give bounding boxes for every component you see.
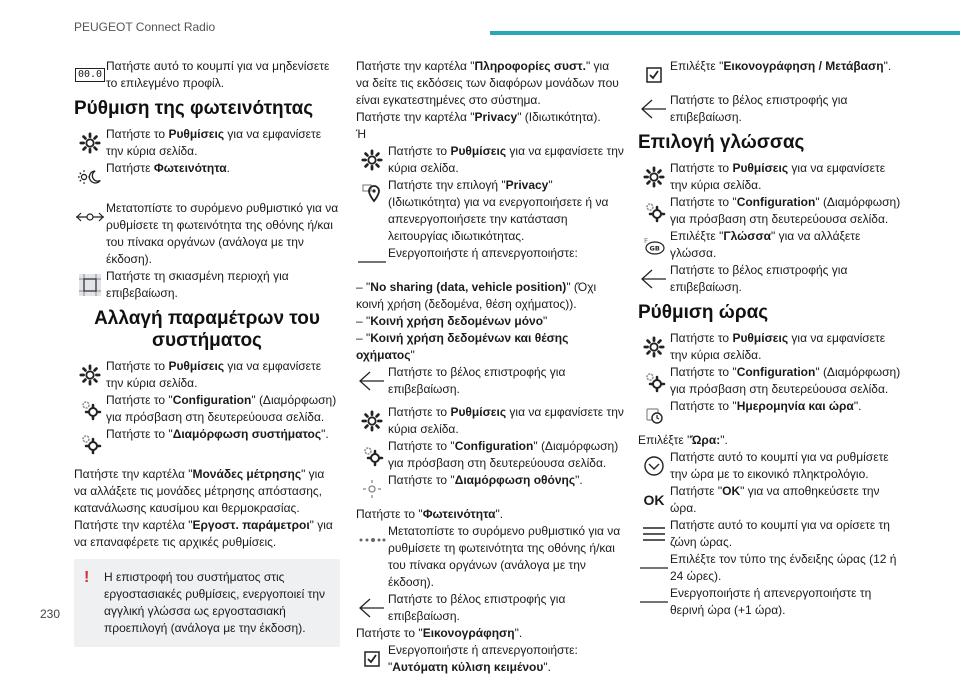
step-configuration <box>638 194 904 228</box>
configuration-gears-icon <box>638 364 670 398</box>
step-language <box>638 228 904 262</box>
step-privacy <box>356 177 624 245</box>
step-auto-scroll <box>356 642 624 676</box>
step-keyboard <box>638 449 904 483</box>
paragraph-time: Επιλέξτε "Ώρα:". <box>638 433 728 447</box>
warning-note-text: Η επιστροφή του συστήματος στις εργοστασιακές ρυθμίσεις, ενεργοποιεί την αγγλική γλώσσα ως εργοστασιακή προεπιλογή (ανάλογα με την έκδοση). <box>104 570 325 635</box>
step-settings <box>74 358 340 392</box>
privacy-location-icon <box>356 177 388 211</box>
step-text: Ενεργοποιήστε ή απενεργοποιήστε τη θερινή ώρα (+1 ώρα). <box>670 586 872 617</box>
step-text: Μετατοπίστε το συρόμενο ρυθμιστικό για να ρυθμίσετε τη φωτεινότητα της οθόνης ή/και του πίνακα οργάνων (ανάλογα με την έκδοση). <box>388 524 621 589</box>
running-header: PEUGEOT Connect Radio <box>74 20 216 34</box>
heading-brightness: Ρύθμιση της φωτεινότητας <box>74 98 314 119</box>
paragraph-system-info: Πατήστε την καρτέλα "Πληροφορίες συστ." για να δείτε τις εκδόσεις των διαφόρων μονάδων που είναι εγκατεστημένες στο σύστημα. <box>356 59 619 107</box>
step-ok <box>638 483 904 517</box>
step-text: Επιλέξτε τον τύπο της ένδειξης ώρας (12 ή 24 ώρες). <box>670 552 897 583</box>
odometer-reset-icon: 00.0 <box>74 58 106 92</box>
step-text: Πατήστε αυτό το κουμπί για να ρυθμίσετε την ώρα με το εικονικό πληκτρολόγιο. <box>670 450 889 481</box>
reset-profile-row <box>74 58 340 92</box>
screen-brightness-icon <box>356 472 388 506</box>
option-data-only: – "Κοινή χρήση δεδομένων μόνο" <box>356 314 548 328</box>
step-text: Πατήστε τη σκιασμένη περιοχή για επιβεβαίωση. <box>106 269 289 300</box>
step-configuration <box>356 438 624 472</box>
configuration-gears-icon <box>74 392 106 426</box>
step-slider <box>356 523 624 591</box>
step-text: Πατήστε το Ρυθμίσεις για να εμφανίσετε την κύρια σελίδα. <box>106 359 322 390</box>
back-arrow-icon <box>638 92 670 126</box>
toggle-bar-icon <box>356 245 388 279</box>
step-text: Πατήστε το βέλος επιστροφής για επιβεβαίωση. <box>388 592 566 623</box>
step-timezone <box>638 517 904 551</box>
column-2 <box>356 58 624 676</box>
gear-icon <box>356 143 388 177</box>
step-text: Επιλέξτε "Εικονογράφηση / Μετάβαση". <box>670 59 892 73</box>
step-text: Πατήστε το Ρυθμίσεις για να εμφανίσετε την κύρια σελίδα. <box>106 127 322 158</box>
brightness-icon <box>74 160 106 194</box>
header-accent-bar <box>490 31 960 35</box>
paragraph-illustration: Πατήστε το "Εικονογράφηση". <box>356 626 523 640</box>
slider-dots-icon <box>356 523 388 557</box>
gear-icon <box>638 160 670 194</box>
step-text: Επιλέξτε "Γλώσσα" για να αλλάξετε γλώσσα. <box>670 229 861 260</box>
step-settings <box>356 404 624 438</box>
back-arrow-icon <box>638 262 670 296</box>
language-icon-bottom: GB <box>649 244 660 253</box>
step-settings <box>74 126 340 160</box>
step-text: Πατήστε "OK" για να αποθηκεύσετε την ώρα. <box>670 484 880 515</box>
page-number: 230 <box>40 607 61 621</box>
step-back <box>356 591 624 625</box>
step-text: Πατήστε το "Configuration" (Διαμόρφωση) για πρόσβαση στη δευτερεύουσα σελίδα. <box>106 393 337 424</box>
column-1 <box>74 58 340 647</box>
gear-icon <box>638 330 670 364</box>
step-time-format <box>638 551 904 585</box>
language-icon-top: F <box>644 237 649 245</box>
step-text: Πατήστε το Ρυθμίσεις για να εμφανίσετε την κύρια σελίδα. <box>670 161 886 192</box>
paragraph-or: Ή <box>356 127 367 141</box>
gear-icon <box>74 126 106 160</box>
step-text: Πατήστε την επιλογή "Privacy" (Ιδιωτικότητα) για να ενεργοποιήσετε ή να απενεργοποιήσετε την κατάσταση λειτουργίας ιδιωτικότητας. <box>388 178 609 243</box>
toggle-bar-icon <box>638 551 670 585</box>
warning-icon: ! <box>84 569 90 586</box>
option-data-and-position: – "Κοινή χρήση δεδομένων και θέσης οχήματος" <box>356 331 569 362</box>
paragraph-privacy-tab: Πατήστε την καρτέλα "Privacy" (Ιδιωτικότητα). <box>356 110 601 124</box>
step-text: Πατήστε Φωτεινότητα. <box>106 161 230 175</box>
step-text: Πατήστε το "Configuration" (Διαμόρφωση) για πρόσβαση στη δευτερεύουσα σελίδα. <box>670 195 901 226</box>
checkbox-icon <box>356 642 388 676</box>
toggle-bar-icon <box>638 585 670 619</box>
step-illustration-transition <box>638 58 904 92</box>
step-back <box>638 262 904 296</box>
step-settings <box>356 143 624 177</box>
step-system-config <box>74 426 340 460</box>
shaded-area-icon <box>74 268 106 302</box>
step-text: Πατήστε το "Διαμόρφωση συστήματος". <box>106 427 329 441</box>
step-dst <box>638 585 904 619</box>
step-back <box>356 364 624 398</box>
checkbox-icon <box>638 58 670 92</box>
step-text: Πατήστε το βέλος επιστροφής για επιβεβαίωση. <box>670 93 848 124</box>
step-text: Ενεργοποιήστε ή απενεργοποιήστε: "Αυτόματη κύλιση κειμένου". <box>388 643 578 674</box>
slider-icon <box>74 200 106 234</box>
gear-icon <box>74 358 106 392</box>
step-brightness <box>74 160 340 194</box>
list-icon <box>638 517 670 551</box>
configuration-gears-icon <box>74 426 106 460</box>
gear-icon <box>356 404 388 438</box>
option-no-sharing: – "No sharing (data, vehicle position)" (Όχι κοινή χρήση (δεδομένα, θέση οχήματος)). <box>356 280 597 311</box>
step-confirm <box>74 268 340 302</box>
step-toggle <box>356 245 624 279</box>
back-arrow-icon <box>356 364 388 398</box>
paragraph-brightness: Πατήστε το "Φωτεινότητα". <box>356 507 504 521</box>
step-text: Πατήστε το Ρυθμίσεις για να εμφανίσετε την κύρια σελίδα. <box>670 331 886 362</box>
step-text: Πατήστε αυτό το κουμπί για να ορίσετε τη ζώνη ώρας. <box>670 518 890 549</box>
step-text: Πατήστε το "Διαμόρφωση οθόνης". <box>388 473 583 487</box>
step-text: Πατήστε το Ρυθμίσεις για να εμφανίσετε την κύρια σελίδα. <box>388 144 624 175</box>
column-3 <box>638 58 904 619</box>
step-settings <box>638 330 904 364</box>
step-text: Ενεργοποιήστε ή απενεργοποιήστε: <box>388 246 578 260</box>
paragraph-factory: Πατήστε την καρτέλα "Εργοστ. παράμετροι" για να επαναφέρετε τις αρχικές ρυθμίσεις. <box>74 518 333 549</box>
warning-note <box>74 559 340 647</box>
chevron-down-circle-icon <box>638 449 670 483</box>
step-text: Πατήστε το "Configuration" (Διαμόρφωση) για πρόσβαση στη δευτερεύουσα σελίδα. <box>388 439 619 470</box>
heading-system-params: Αλλαγή παραμέτρων του συστήματος <box>94 308 320 351</box>
configuration-gears-icon <box>356 438 388 472</box>
step-screen-config <box>356 472 624 506</box>
reset-profile-text: Πατήστε αυτό το κουμπί για να μηδενίσετε το επιλεγμένο προφίλ. <box>106 59 330 90</box>
heading-language: Επιλογή γλώσσας <box>638 132 805 153</box>
step-text: Πατήστε το Ρυθμίσεις για να εμφανίσετε την κύρια σελίδα. <box>388 405 624 436</box>
language-flag-icon <box>638 228 670 262</box>
step-configuration <box>638 364 904 398</box>
paragraph-units: Πατήστε την καρτέλα "Μονάδες μέτρησης" για να αλλάξετε τις μονάδες μέτρησης απόστασης, κατανάλωσης καυσίμου και θερμοκρασίας. <box>74 467 325 515</box>
step-configuration <box>74 392 340 426</box>
configuration-gears-icon <box>638 194 670 228</box>
step-back <box>638 92 904 126</box>
step-text: Πατήστε το βέλος επιστροφής για επιβεβαίωση. <box>388 365 566 396</box>
step-text: Πατήστε το βέλος επιστροφής για επιβεβαίωση. <box>670 263 848 294</box>
step-settings <box>638 160 904 194</box>
step-date-time <box>638 398 904 432</box>
step-text: Μετατοπίστε το συρόμενο ρυθμιστικό για να ρυθμίσετε τη φωτεινότητα της οθόνης ή/και του πίνακα οργάνων (ανάλογα με την έκδοση). <box>106 201 339 266</box>
ok-icon: OK <box>643 492 665 508</box>
step-text: Πατήστε το "Ημερομηνία και ώρα". <box>670 399 862 413</box>
calendar-clock-icon <box>638 398 670 432</box>
step-text: Πατήστε το "Configuration" (Διαμόρφωση) για πρόσβαση στη δευτερεύουσα σελίδα. <box>670 365 901 396</box>
back-arrow-icon <box>356 591 388 625</box>
heading-time: Ρύθμιση ώρας <box>638 302 769 323</box>
step-slider <box>74 200 340 268</box>
